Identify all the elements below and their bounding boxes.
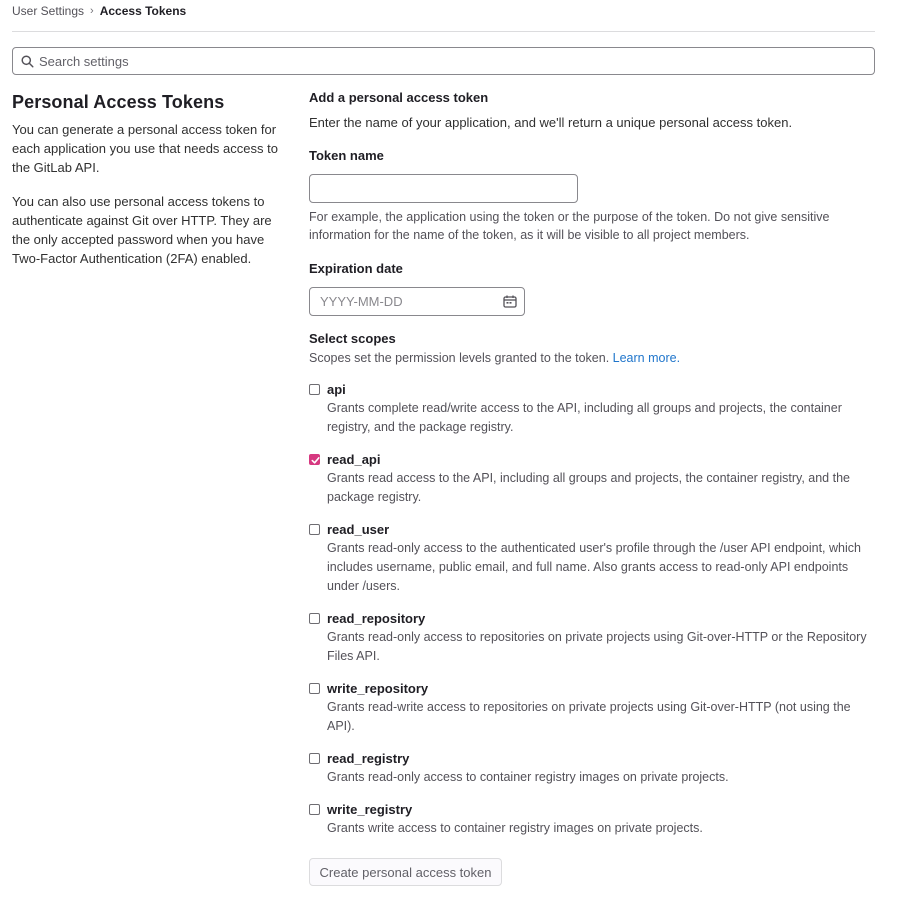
learn-more-link[interactable]: Learn more. bbox=[612, 351, 681, 365]
calendar-icon[interactable] bbox=[503, 295, 517, 308]
scope-api[interactable] bbox=[309, 381, 879, 437]
scope-description: Grants read-only access to the authenticated user's profile through the /user API endpoint, which includes username, public email, and full name. Also grants access to read-only API endpoints under /users. bbox=[327, 541, 861, 593]
scope-read-registry[interactable] bbox=[309, 750, 879, 787]
scope-checkbox[interactable] bbox=[309, 454, 320, 465]
breadcrumb bbox=[12, 3, 186, 19]
token-form bbox=[309, 89, 879, 838]
intro-paragraph-2: You can also use personal access tokens to authenticate against Git over HTTP. They are the only accepted password when you have Two-Factor Authentication (2FA) enabled. bbox=[12, 194, 272, 266]
scope-write-registry[interactable] bbox=[309, 801, 879, 838]
form-title: Add a personal access token bbox=[309, 90, 489, 105]
intro-column bbox=[12, 90, 292, 268]
scope-name: write_registry bbox=[327, 802, 413, 817]
scope-description: Grants write access to container registry images on private projects. bbox=[327, 821, 703, 835]
scopes-label: Select scopes bbox=[309, 331, 396, 346]
scope-name: read_registry bbox=[327, 751, 410, 766]
scope-checkbox[interactable] bbox=[309, 804, 320, 815]
scope-description: Grants read-only access to repositories on private projects using Git-over-HTTP or the Repository Files API. bbox=[327, 630, 867, 663]
search-box[interactable] bbox=[12, 47, 875, 75]
search-icon bbox=[21, 55, 34, 68]
scope-checkbox[interactable] bbox=[309, 384, 320, 395]
scope-name: api bbox=[327, 382, 346, 397]
scope-name: read_repository bbox=[327, 611, 426, 626]
token-name-label: Token name bbox=[309, 148, 384, 163]
token-name-help: For example, the application using the token or the purpose of the token. Do not give sensitive information for the name of the token, as it will be visible to all project members. bbox=[309, 210, 830, 242]
expiration-date-label: Expiration date bbox=[309, 261, 403, 276]
scope-description: Grants read-only access to container registry images on private projects. bbox=[327, 770, 729, 784]
scope-checkbox[interactable] bbox=[309, 753, 320, 764]
scopes-help-text: Scopes set the permission levels granted to the token. bbox=[309, 351, 610, 365]
breadcrumb-user-settings[interactable]: User Settings bbox=[12, 4, 85, 18]
scope-read-user[interactable] bbox=[309, 521, 879, 596]
scope-checkbox[interactable] bbox=[309, 683, 320, 694]
breadcrumb-divider bbox=[12, 31, 875, 32]
expiration-date-input[interactable] bbox=[310, 288, 490, 315]
scope-list bbox=[309, 381, 879, 838]
scope-description: Grants complete read/write access to the API, including all groups and projects, the container registry, and the package registry. bbox=[327, 401, 842, 434]
scope-read-api[interactable] bbox=[309, 451, 879, 507]
intro-paragraph-1: You can generate a personal access token for each application you use that needs access to the GitLab API. bbox=[12, 122, 278, 175]
scope-name: read_api bbox=[327, 452, 381, 467]
token-name-input[interactable] bbox=[309, 174, 578, 203]
scope-description: Grants read-write access to repositories on private projects using Git-over-HTTP (not using the API). bbox=[327, 700, 851, 733]
scope-read-repository[interactable] bbox=[309, 610, 879, 666]
scopes-help bbox=[309, 349, 879, 367]
scope-description: Grants read access to the API, including all groups and projects, the container registry, and the package registry. bbox=[327, 471, 850, 504]
expiration-date-field[interactable] bbox=[309, 287, 525, 316]
chevron-right-icon: › bbox=[90, 5, 94, 17]
scope-checkbox[interactable] bbox=[309, 524, 320, 535]
checkmark-icon bbox=[311, 456, 320, 465]
form-intro: Enter the name of your application, and we'll return a unique personal access token. bbox=[309, 115, 793, 130]
create-token-button[interactable]: Create personal access token bbox=[309, 858, 502, 886]
breadcrumb-access-tokens: Access Tokens bbox=[99, 4, 187, 18]
scope-write-repository[interactable] bbox=[309, 680, 879, 736]
scope-name: read_user bbox=[327, 522, 390, 537]
search-input[interactable] bbox=[39, 54, 859, 69]
scope-checkbox[interactable] bbox=[309, 613, 320, 624]
scope-name: write_repository bbox=[327, 681, 429, 696]
page-title: Personal Access Tokens bbox=[12, 92, 225, 112]
